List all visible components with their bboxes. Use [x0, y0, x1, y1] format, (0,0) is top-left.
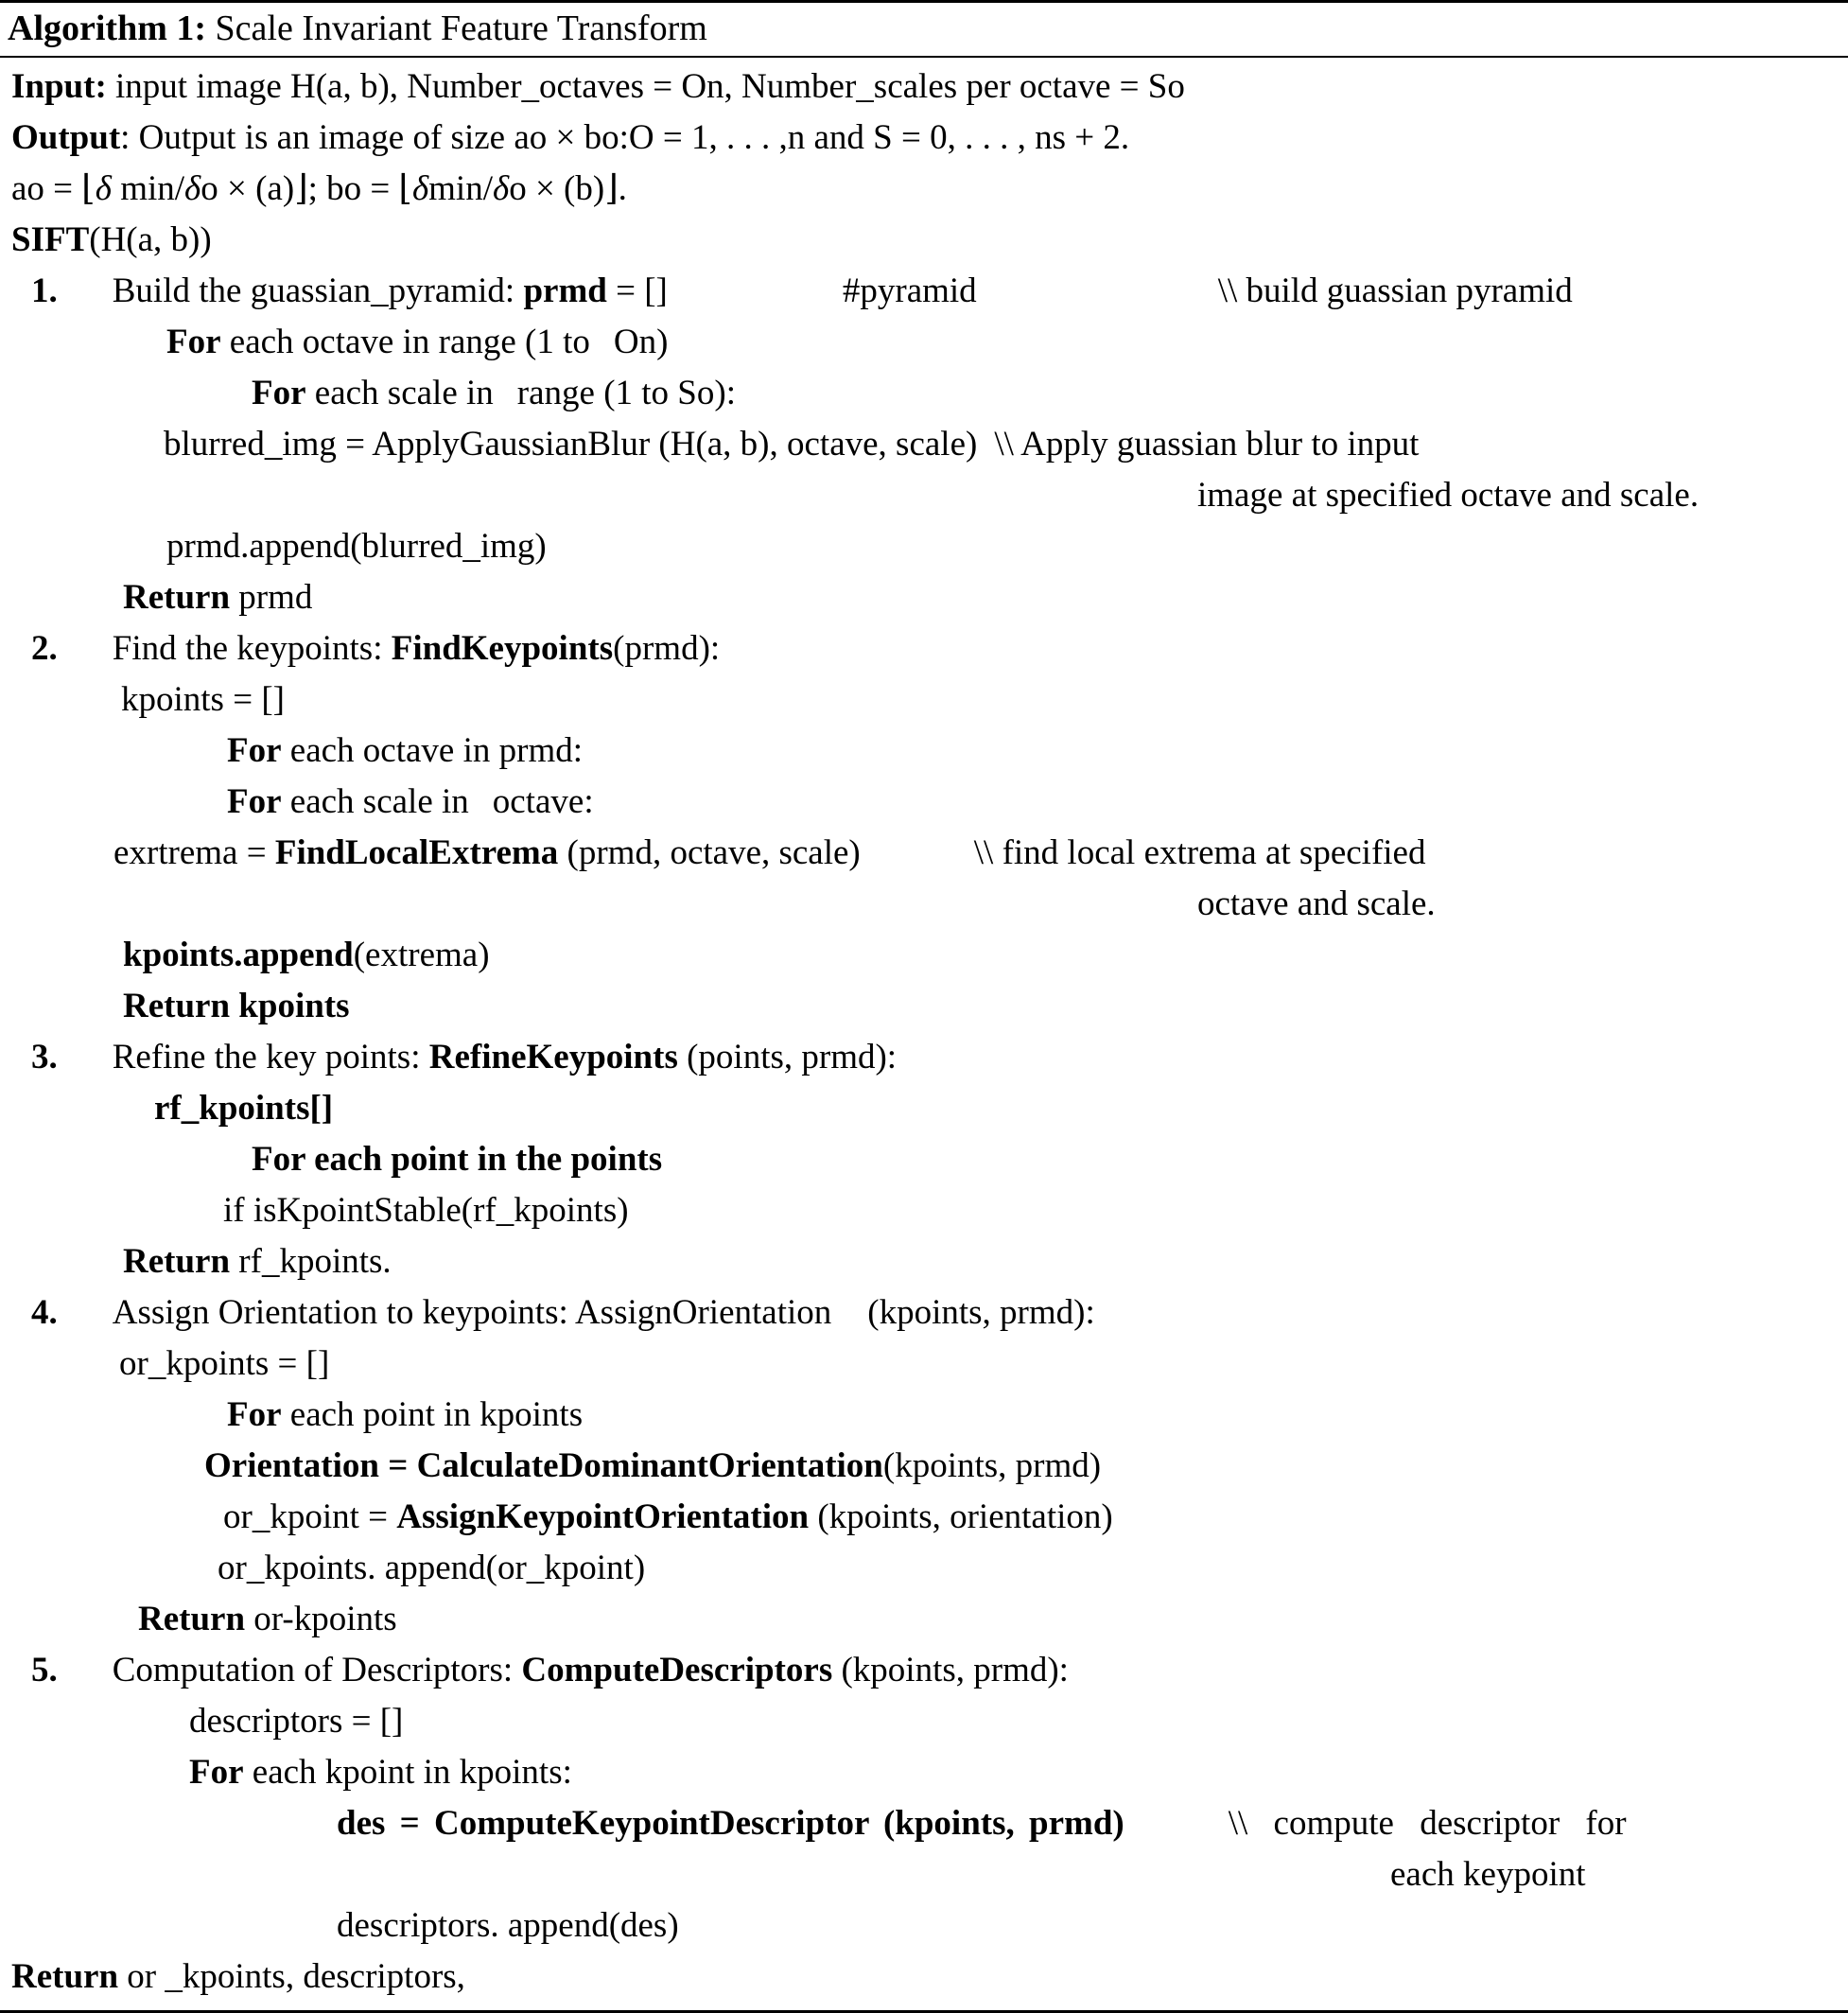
spacer — [58, 658, 113, 659]
spacer — [469, 812, 493, 813]
code-text: RefineKeypoints — [428, 1038, 678, 1077]
code-text: For — [227, 731, 282, 770]
code-text: : Output is an image of size ao × bo:O = 1, . . . ,n and S = 0, . . . , ns + 2. — [120, 118, 1130, 157]
spacer — [494, 403, 517, 404]
spacer — [590, 352, 614, 353]
spacer — [58, 301, 113, 302]
code-line — [8, 1083, 1840, 1134]
code-text: Return — [138, 1600, 246, 1638]
code-line — [8, 1287, 1840, 1339]
code-line — [8, 1900, 1840, 1952]
code-text: rf_kpoints[] — [154, 1089, 334, 1128]
code-text: \\ Apply guassian blur to input — [994, 425, 1420, 464]
code-text: (kpoints, prmd): — [867, 1293, 1095, 1332]
code-text: rf_kpoints. — [230, 1242, 392, 1281]
code-line — [8, 1798, 1840, 1849]
code-text: kpoints = [] — [121, 680, 285, 719]
code-line — [8, 1339, 1840, 1390]
code-text: or_kpoints. append(or_kpoint) — [218, 1549, 646, 1587]
algorithm-label: Algorithm 1: — [8, 9, 207, 48]
code-text: min/ — [111, 169, 185, 208]
code-line — [8, 623, 1840, 674]
spacer — [861, 863, 974, 864]
code-text: exrtrema = — [113, 833, 275, 872]
code-line — [8, 981, 1840, 1032]
code-line — [8, 1236, 1840, 1287]
code-text: δ — [411, 169, 429, 208]
code-text: δ — [184, 169, 201, 208]
code-line — [8, 164, 1840, 215]
code-text: For each point in the points — [252, 1140, 663, 1179]
code-text: ao = ⌊ — [11, 169, 96, 208]
algorithm-caption — [0, 3, 1848, 56]
code-text: Assign Orientation to keypoints: AssignOrientation — [112, 1293, 832, 1332]
code-text: 3. — [31, 1038, 58, 1077]
code-text: each keypoint — [1390, 1855, 1586, 1894]
code-line — [8, 1134, 1840, 1185]
spacer — [977, 454, 994, 455]
code-text: each scale in — [281, 782, 469, 821]
code-line — [8, 1952, 1840, 2003]
code-text: Return — [11, 1957, 119, 1996]
code-text: For — [189, 1753, 244, 1792]
spacer — [831, 1322, 867, 1323]
code-text: SIFT — [11, 220, 90, 259]
code-text: Find the keypoints: — [112, 629, 392, 668]
code-text: δ — [95, 169, 112, 208]
code-text: des = ComputeKeypointDescriptor (kpoints, prmd) — [337, 1804, 1124, 1843]
code-text: min/ — [428, 169, 493, 208]
code-text: octave and scale. — [1197, 884, 1436, 923]
code-line — [8, 930, 1840, 981]
code-line — [8, 1849, 1840, 1900]
code-text: or_kpoints = [] — [119, 1344, 330, 1383]
code-line — [8, 828, 1840, 879]
code-text: each octave in range (1 to — [220, 323, 590, 361]
code-text: image at specified octave and scale. — [1197, 476, 1700, 515]
code-text: For — [252, 374, 306, 412]
code-line — [8, 215, 1840, 266]
code-line — [8, 777, 1840, 828]
code-text: Return kpoints — [123, 987, 350, 1025]
code-text: (extrema) — [353, 936, 490, 974]
code-text: AssignKeypointOrientation — [396, 1497, 810, 1536]
code-line — [8, 1185, 1840, 1236]
code-line — [8, 113, 1840, 164]
code-text: #pyramid — [842, 271, 977, 310]
code-line — [8, 1696, 1840, 1747]
code-text: if isKpointStable(rf_kpoints) — [223, 1191, 629, 1230]
code-text: 1. — [31, 271, 58, 310]
code-text: \\ build guassian pyramid — [1217, 271, 1573, 310]
code-text: (kpoints, prmd) — [882, 1446, 1102, 1485]
code-line — [8, 521, 1840, 572]
code-text: \\ find local extrema at specified — [973, 833, 1426, 872]
code-text: octave: — [492, 782, 594, 821]
code-text: (prmd): — [613, 629, 721, 668]
code-text: ComputeDescriptors — [521, 1651, 833, 1689]
code-text: descriptors. append(des) — [337, 1906, 679, 1945]
code-text: each kpoint in kpoints: — [243, 1753, 572, 1792]
code-text: or_kpoint = — [223, 1497, 397, 1536]
code-text: o × (b)⌋. — [509, 169, 627, 208]
code-line — [8, 1032, 1840, 1083]
code-text: or _kpoints, descriptors, — [118, 1957, 465, 1996]
code-line — [8, 61, 1840, 113]
code-line — [8, 1594, 1840, 1645]
code-line — [8, 470, 1840, 521]
code-line — [8, 1543, 1840, 1594]
code-line — [8, 674, 1840, 726]
spacer — [58, 1322, 113, 1323]
code-line — [8, 1492, 1840, 1543]
code-text: (points, prmd): — [677, 1038, 898, 1077]
code-text: o × (a)⌋; bo = ⌊ — [200, 169, 412, 208]
code-text: blurred_img = ApplyGaussianBlur (H(a, b), octave, scale) — [164, 425, 978, 464]
code-text: prmd — [230, 578, 313, 617]
code-line — [8, 368, 1840, 419]
code-text: kpoints.append — [123, 936, 354, 974]
code-text: Return — [123, 1242, 231, 1281]
code-text: 2. — [31, 629, 58, 668]
code-text: Refine the key points: — [112, 1038, 429, 1077]
algorithm-body — [0, 58, 1848, 2004]
code-text: 4. — [31, 1293, 58, 1332]
code-text: Output — [11, 118, 121, 157]
code-text: prmd — [523, 271, 607, 310]
code-text: For — [227, 782, 282, 821]
code-text: descriptors = [] — [189, 1702, 404, 1741]
code-line — [8, 1645, 1840, 1696]
code-text: range (1 to So): — [516, 374, 736, 412]
code-line — [8, 572, 1840, 623]
algorithm-title: Scale Invariant Feature Transform — [206, 9, 707, 48]
code-text: Return — [123, 578, 231, 617]
spacer — [58, 1680, 113, 1681]
code-line — [8, 1441, 1840, 1492]
code-text: Orientation = CalculateDominantOrientation — [204, 1446, 883, 1485]
code-text: δ — [492, 169, 510, 208]
code-text: FindKeypoints — [391, 629, 614, 668]
spacer — [58, 1067, 113, 1068]
code-text: Input: — [11, 67, 107, 106]
code-line — [8, 1390, 1840, 1441]
code-text: 5. — [31, 1651, 58, 1689]
code-line — [8, 266, 1840, 317]
code-text: each point in kpoints — [281, 1395, 584, 1434]
spacer — [977, 301, 1218, 302]
code-line — [8, 1747, 1840, 1798]
code-line — [8, 317, 1840, 368]
code-text: (kpoints, orientation) — [809, 1497, 1113, 1536]
code-text: Computation of Descriptors: — [112, 1651, 522, 1689]
code-text: = [] — [606, 271, 668, 310]
code-text: (kpoints, prmd): — [832, 1651, 1069, 1689]
code-text: (H(a, b)) — [89, 220, 212, 259]
code-text: \\ compute descriptor for — [1228, 1804, 1627, 1843]
code-line — [8, 879, 1840, 930]
code-text: On) — [613, 323, 669, 361]
code-text: For — [227, 1395, 282, 1434]
code-text: or-kpoints — [245, 1600, 397, 1638]
code-text: FindLocalExtrema — [274, 833, 559, 872]
code-text: input image H(a, b), Number_octaves = On, Number_scales per octave = So — [106, 67, 1185, 106]
code-text: Build the guassian_pyramid: — [112, 271, 524, 310]
code-text: (prmd, octave, scale) — [558, 833, 861, 872]
code-text: For — [166, 323, 221, 361]
spacer — [668, 301, 843, 302]
spacer — [1124, 1833, 1229, 1834]
code-line — [8, 419, 1840, 470]
code-text: each octave in prmd: — [281, 731, 584, 770]
code-text: prmd.append(blurred_img) — [166, 527, 547, 566]
code-line — [8, 726, 1840, 777]
code-text: each scale in — [305, 374, 494, 412]
